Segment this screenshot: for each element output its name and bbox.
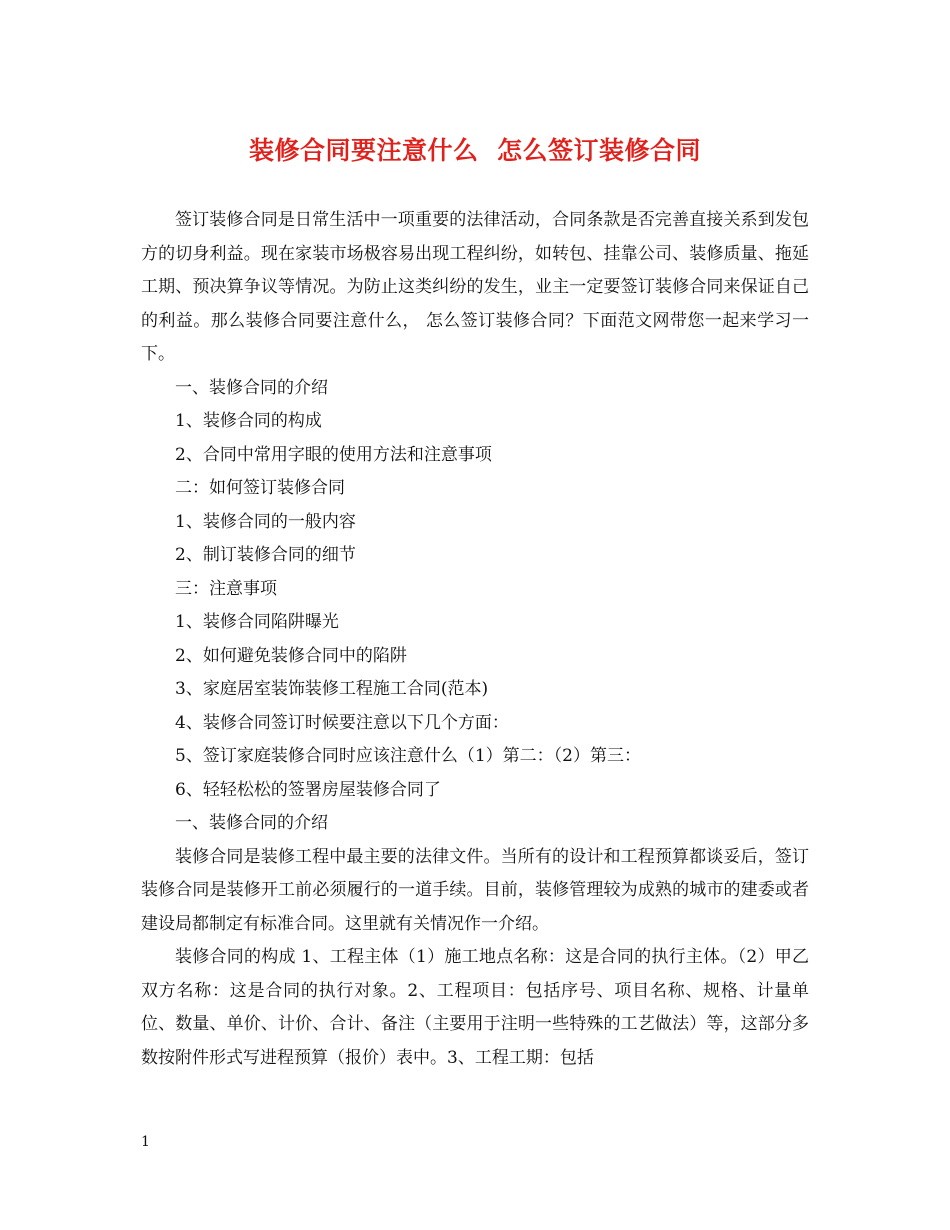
outline-item: 6、轻轻松松的签署房屋装修合同了 xyxy=(175,779,441,800)
outline-item: 三：注意事项 xyxy=(175,578,277,599)
intro-paragraph: 签订装修合同是日常生活中一项重要的法律活动，合同条款是否完善直接关系到发包方的切身利益。现在家装市场极容易出现工程纠纷，如转包、挂靠公司、装修质量、拖延工期、预决算争议等情况。为防止这类纠纷的发生，业主一定要签订装修合同来保证自己的利益。那么装修合同要注意什么， 怎么签订装修合同？下面范文网带您一起来学习一下。 xyxy=(141,210,809,364)
outline-item: 4、装修合同签订时候要注意以下几个方面： xyxy=(175,712,509,733)
document-title: 装修合同要注意什么 怎么签订装修合同 xyxy=(249,136,701,165)
document-body xyxy=(141,204,809,1075)
section-heading: 一、装修合同的介绍 xyxy=(175,813,328,833)
page-number: 1 xyxy=(141,1134,150,1150)
outline-item: 1、装修合同的构成 xyxy=(175,411,322,431)
outline-item: 2、合同中常用字眼的使用方法和注意事项 xyxy=(175,444,492,465)
section-paragraph: 装修合同是装修工程中最主要的法律文件。当所有的设计和工程预算都谈妥后，签订装修合同是装修开工前必须履行的一道手续。目前，装修管理较为成熟的城市的建委或者建设局都制定有标准合同。这里就有关情况作一介绍。 xyxy=(141,846,809,934)
outline-item: 1、装修合同陷阱曝光 xyxy=(175,612,339,632)
outline-item: 二：如何签订装修合同 xyxy=(175,478,345,498)
outline-item: 一、装修合同的介绍 xyxy=(175,377,328,398)
outline-item: 3、家庭居室装饰装修工程施工合同(范本) xyxy=(175,679,489,699)
section-paragraph: 装修合同的构成 1、工程主体（1）施工地点名称：这是合同的执行主体。（2）甲乙双方名称：这是合同的执行对象。2、工程项目：包括序号、项目名称、规格、计量单位、数量、单价、计价、合计、备注（主要用于注明一些特殊的工艺做法）等，这部分多数按附件形式写进程预算（报价）表中。3、工程工期：包括 xyxy=(141,947,809,1068)
outline-item: 5、签订家庭装修合同时应该注意什么（1）第二：（2）第三： xyxy=(175,746,641,766)
outline-item: 2、如何避免装修合同中的陷阱 xyxy=(175,645,407,666)
outline-item: 1、装修合同的一般内容 xyxy=(175,511,356,532)
outline-item: 2、制订装修合同的细节 xyxy=(175,545,356,565)
